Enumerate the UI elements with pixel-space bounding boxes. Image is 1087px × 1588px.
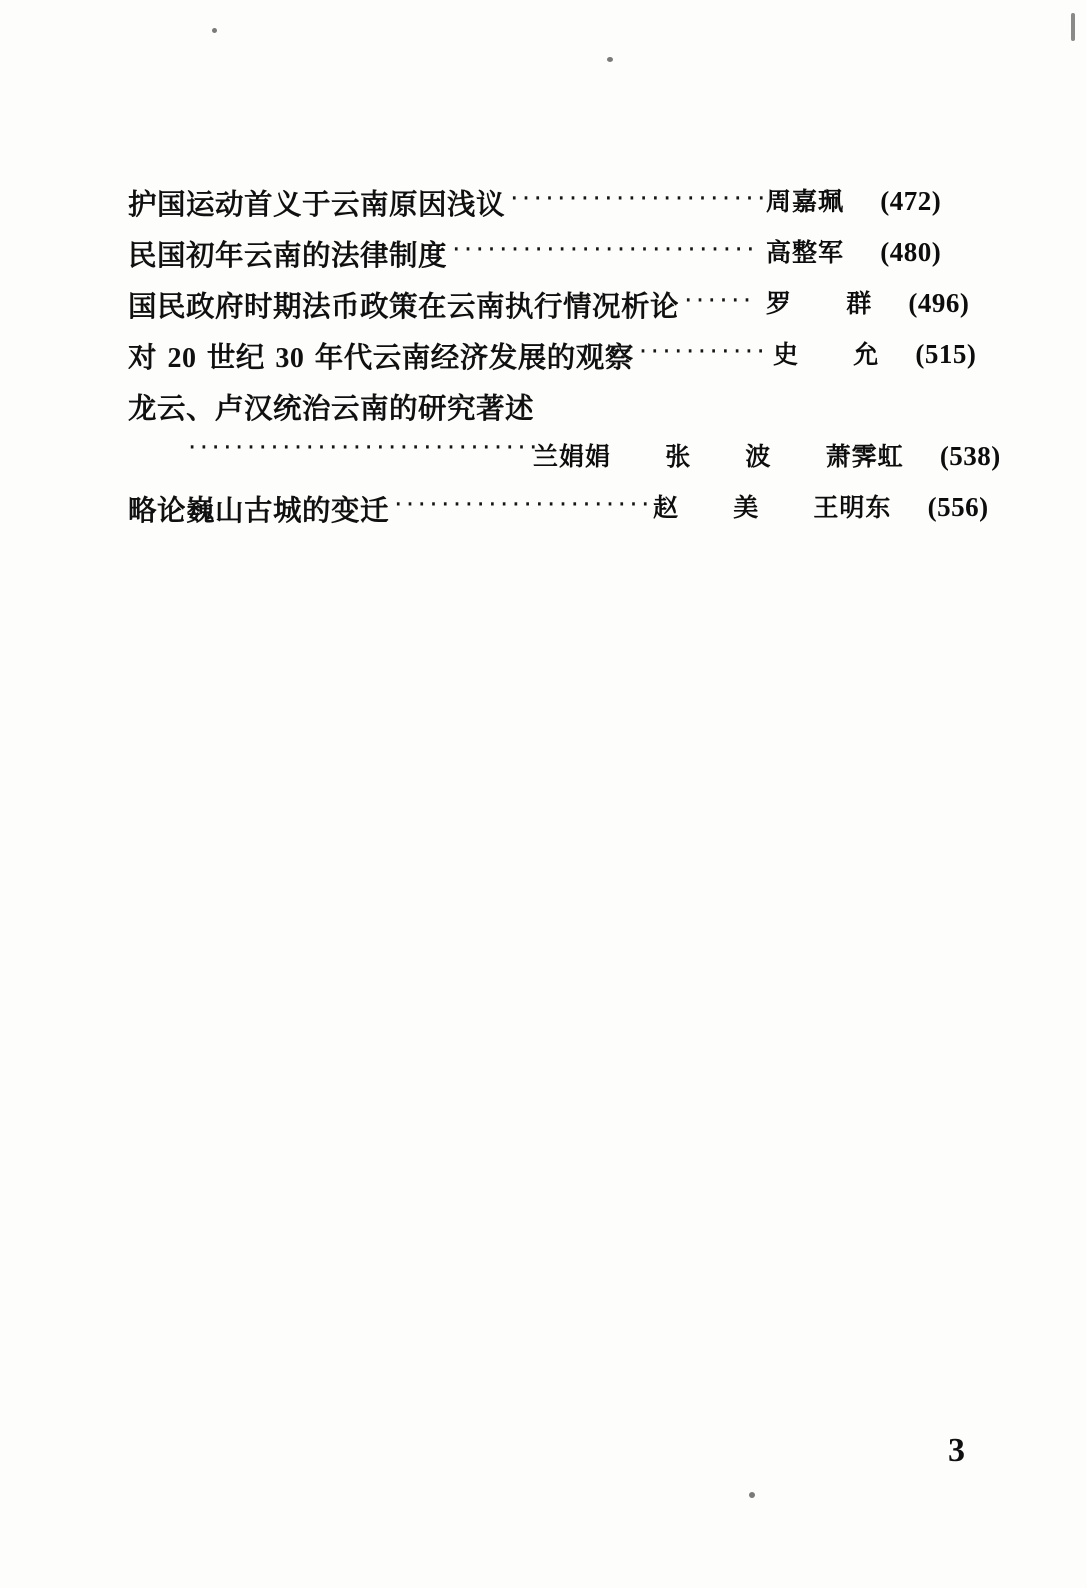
author-name: 王明东 [813, 493, 892, 522]
author-name: 赵 [653, 493, 680, 522]
author-name: 兰娟娟 [533, 442, 612, 471]
toc-entry-authors [766, 233, 941, 269]
toc-entry [128, 233, 948, 273]
scan-speck [749, 1492, 755, 1498]
author-name: 萧霁虹 [825, 442, 904, 471]
toc-page-number: (556) [927, 492, 989, 522]
toc-page-number: (472) [880, 186, 942, 216]
toc-entry-title: 龙云、卢汉统治云南的研究著述 [128, 392, 535, 425]
toc-leader-dots: ······························ [188, 433, 541, 463]
toc-leader-dots: ······················ [394, 489, 653, 520]
toc-entry-authors [766, 182, 941, 218]
author-name: 周嘉珮 [766, 187, 845, 216]
toc-page-number: (496) [908, 288, 970, 318]
author-name: 罗 [766, 289, 793, 318]
author-name: 史 [773, 340, 800, 369]
toc-entry [128, 335, 977, 375]
toc-leader-dots: ······ [684, 285, 755, 316]
toc-entry-title: 对 20 世纪 30 年代云南经济发展的观察 [128, 341, 634, 374]
toc-leader-dots: ·························· [452, 234, 758, 265]
toc-entry-title: 国民政府时期法币政策在云南执行情况析论 [128, 290, 680, 323]
toc-entry-authors [773, 335, 976, 371]
author-name: 允 [853, 340, 880, 369]
table-of-contents [128, 182, 1001, 539]
toc-entry [128, 284, 970, 324]
toc-entry [128, 488, 989, 528]
scan-speck [607, 57, 613, 62]
scan-speck [212, 28, 217, 33]
toc-entry-title: 民国初年云南的法律制度 [128, 239, 448, 272]
page-number: 3 [948, 1432, 965, 1469]
author-name: 群 [846, 289, 873, 318]
toc-page-number: (480) [880, 237, 942, 267]
toc-leader-dots: ······················ [510, 183, 769, 214]
toc-entry-title: 护国运动首义于云南原因浅议 [128, 188, 506, 221]
author-name: 美 [733, 493, 760, 522]
scan-edge-mark [1071, 13, 1075, 41]
toc-page-number: (515) [915, 339, 977, 369]
author-name: 波 [745, 442, 772, 471]
toc-entry-title: 略论巍山古城的变迁 [128, 494, 390, 527]
toc-entry-title-line [128, 386, 948, 426]
toc-entry-authors [533, 437, 1001, 473]
author-name: 高整军 [766, 238, 845, 267]
toc-page-number: (538) [939, 441, 1001, 471]
author-name: 张 [665, 442, 692, 471]
toc-entry-continuation [128, 433, 1001, 477]
toc-entry-authors [653, 488, 989, 524]
toc-leader-dots: ··········· [638, 336, 769, 367]
toc-entry [128, 182, 948, 222]
toc-entry-authors [766, 284, 969, 320]
